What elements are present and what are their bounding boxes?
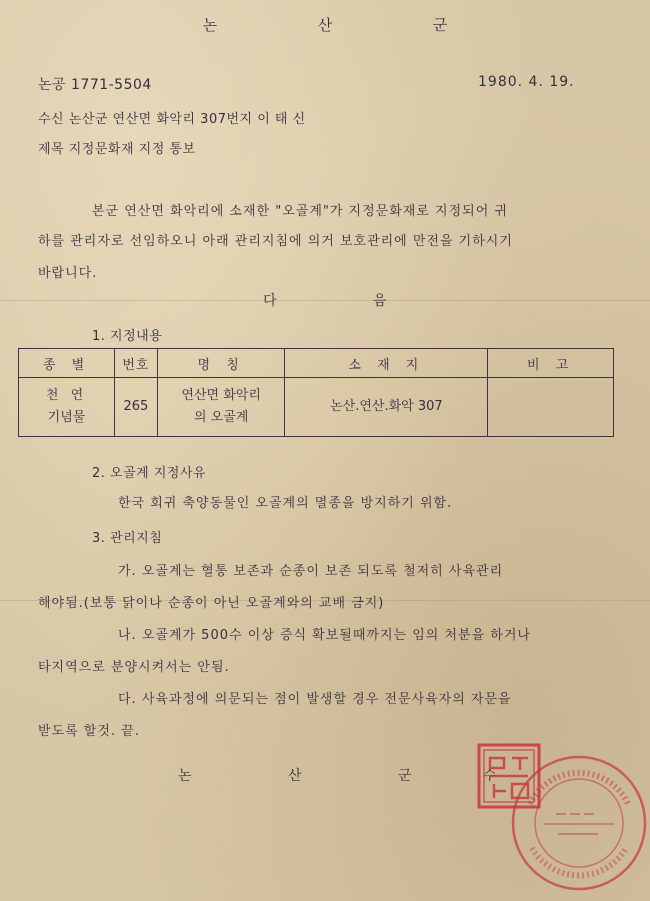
guideline-line: 타지역으로 분양시켜서는 안됨.: [38, 660, 230, 675]
designation-table: [18, 348, 614, 437]
table-header-row: [19, 349, 614, 378]
cell-location: 논산.연산.화악 307: [285, 378, 488, 437]
official-round-seal: [508, 752, 650, 894]
guideline-line: 나. 오골계가 500수 이상 증식 확보될때까지는 임의 처분을 하거나: [118, 628, 531, 643]
guideline-line: 받도록 할것. 끝.: [38, 724, 140, 739]
document-date: 1980. 4. 19.: [478, 74, 575, 90]
issuer-char: 군: [397, 768, 413, 784]
issuer-suffix: 수: [482, 768, 498, 784]
following-char: 다: [262, 293, 278, 309]
document-number: 논공 1771-5504: [38, 77, 152, 93]
title-char: 논: [202, 16, 218, 34]
cell-name-line2: 의 오골계: [193, 410, 249, 425]
header-note: 비 고: [488, 349, 614, 378]
cell-type: [19, 378, 115, 437]
body-line: 본군 연산면 화악리에 소재한 "오골계"가 지정문화재로 지정되어 귀: [92, 204, 508, 219]
cell-type-line2: 기념물: [47, 410, 86, 425]
following-heading: [0, 290, 650, 310]
title-char: 군: [432, 16, 448, 34]
table-row: [19, 378, 614, 437]
subject-line: 제목 지정문화재 지정 통보: [38, 142, 196, 157]
section-2-body: 한국 회귀 축양동물인 오골계의 멸종을 방지하기 위함.: [118, 496, 453, 511]
guideline-line: 해야됨.(보통 닭이나 순종이 아닌 오골계와의 교배 금지): [38, 596, 385, 611]
issuer-char: 산: [287, 768, 303, 784]
following-char: 음: [372, 293, 388, 309]
title-char: 산: [317, 16, 333, 34]
cell-type-line1: 천 연: [45, 388, 88, 403]
issuer-char: 논: [177, 768, 193, 784]
header-type: 종 별: [19, 349, 115, 378]
document-title: [0, 14, 650, 35]
cell-number: 265: [115, 378, 158, 437]
section-2-title: 2. 오골계 지정사유: [92, 466, 207, 481]
cell-name: [157, 378, 285, 437]
section-3-title: 3. 관리지침: [92, 531, 163, 546]
guideline-line: 다. 사육과정에 의문되는 점이 발생할 경우 전문사육자의 자문을: [118, 692, 512, 707]
section-1-title: 1. 지정내용: [92, 329, 163, 344]
recipient-line: 수신 논산군 연산면 화악리 307번지 이 태 신: [38, 112, 306, 127]
header-location: 소 재 지: [285, 349, 488, 378]
cell-name-line1: 연산면 화악리: [181, 388, 261, 403]
header-name: 명 칭: [157, 349, 285, 378]
header-number: 번호: [115, 349, 158, 378]
guideline-line: 가. 오골계는 혈통 보존과 순종이 보존 되도록 철저히 사육관리: [118, 564, 504, 579]
body-line: 바랍니다.: [38, 266, 98, 281]
cell-note: [488, 378, 614, 437]
body-line: 하를 관리자로 선임하오니 아래 관리지침에 의거 보호관리에 만전을 기하시기: [38, 234, 513, 249]
